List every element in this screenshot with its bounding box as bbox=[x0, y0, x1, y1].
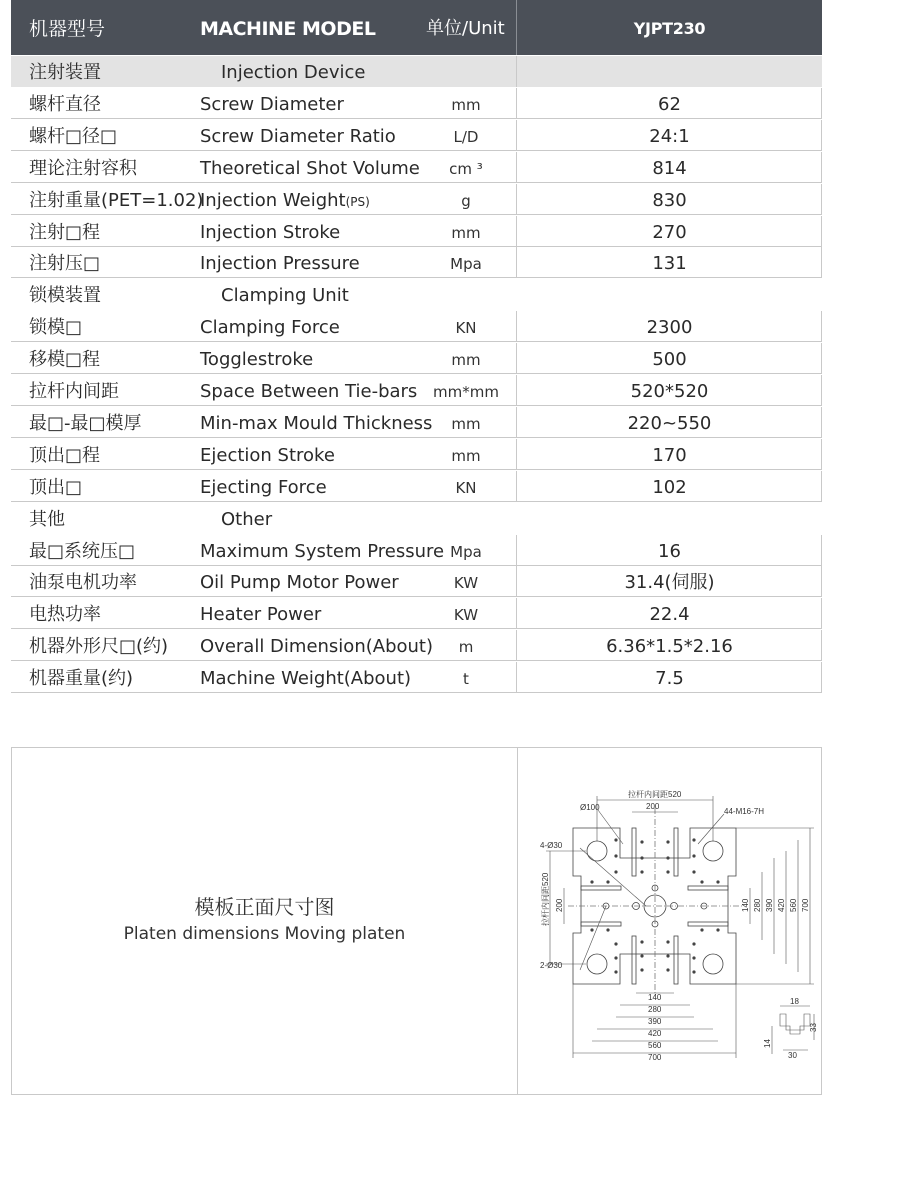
t-slot-1 bbox=[632, 828, 636, 876]
param-cn: 机器重量(约) bbox=[29, 668, 134, 690]
param-en-suffix: (PS) bbox=[345, 194, 370, 209]
param-unit: g bbox=[461, 191, 471, 210]
param-unit: cm ³ bbox=[449, 159, 483, 178]
param-cn: 理论注射容积 bbox=[29, 157, 137, 179]
table-row bbox=[11, 184, 822, 215]
param-value: 22.4 bbox=[649, 604, 690, 626]
platen-panel bbox=[11, 747, 822, 1095]
panel-divider bbox=[517, 748, 518, 1094]
table-row bbox=[11, 343, 822, 374]
param-value: 16 bbox=[658, 540, 681, 562]
dim-left-200: 200 bbox=[555, 898, 564, 912]
param-unit: m bbox=[458, 638, 474, 657]
t-slot-5 bbox=[581, 886, 621, 890]
platen-caption-cn: 模板正面尺寸图 bbox=[194, 895, 335, 919]
param-unit: Mpa bbox=[450, 255, 482, 274]
param-value: 170 bbox=[652, 444, 687, 466]
param-cn: 注射□程 bbox=[29, 221, 101, 243]
param-unit: mm bbox=[451, 414, 481, 433]
param-value: 500 bbox=[652, 349, 687, 371]
param-en: Injection Weight(PS) bbox=[200, 189, 370, 211]
svg-text:700: 700 bbox=[648, 1053, 662, 1062]
svg-text:30: 30 bbox=[788, 1051, 797, 1060]
tie-bar-hole-br bbox=[703, 954, 723, 974]
param-value: 814 bbox=[652, 157, 687, 179]
svg-text:560: 560 bbox=[789, 898, 798, 912]
header-model: YJPT230 bbox=[633, 19, 706, 38]
param-en: Heater Power bbox=[200, 604, 322, 626]
param-en: Oil Pump Motor Power bbox=[200, 572, 399, 594]
param-unit: Mpa bbox=[450, 542, 482, 561]
param-unit: KW bbox=[453, 574, 479, 593]
header-unit-label: 单位/Unit bbox=[426, 18, 505, 39]
param-cn: 最□系统压□ bbox=[29, 540, 136, 562]
param-value: 6.36*1.5*2.16 bbox=[606, 636, 733, 658]
svg-text:14: 14 bbox=[763, 1039, 772, 1048]
param-cn: 注射压□ bbox=[29, 253, 101, 275]
tie-bar-hole-tl bbox=[587, 841, 607, 861]
param-unit: mm bbox=[451, 446, 481, 465]
section-title-cn: 锁模装置 bbox=[29, 285, 101, 307]
section-row bbox=[11, 56, 822, 87]
svg-text:420: 420 bbox=[648, 1029, 662, 1038]
t-slot-2 bbox=[674, 828, 678, 876]
table-row bbox=[11, 88, 822, 119]
table-header bbox=[11, 0, 822, 55]
table-row bbox=[11, 247, 822, 278]
param-cn: 螺杆直径 bbox=[29, 93, 101, 115]
param-cn: 油泵电机功率 bbox=[29, 572, 137, 594]
param-cn: 机器外形尺□(约) bbox=[29, 636, 169, 658]
tie-bar-hole-tr bbox=[703, 841, 723, 861]
param-en: Theoretical Shot Volume bbox=[200, 157, 420, 179]
param-unit: KN bbox=[455, 319, 477, 338]
param-value: 131 bbox=[652, 253, 687, 275]
t-slot-4 bbox=[674, 936, 678, 984]
svg-text:280: 280 bbox=[753, 898, 762, 912]
param-value: 520*520 bbox=[630, 381, 709, 402]
param-cn: 注射重量(PET=1.02) bbox=[29, 189, 204, 211]
param-en: Injection Stroke bbox=[200, 221, 341, 243]
table-row bbox=[11, 216, 822, 247]
table-row bbox=[11, 439, 822, 470]
table-row bbox=[11, 630, 822, 661]
param-en: Screw Diameter Ratio bbox=[200, 125, 396, 147]
section-row bbox=[11, 503, 822, 534]
section-title-en: Other bbox=[221, 508, 273, 530]
dim-tie-bar-v: 拉杆内间距520 bbox=[541, 872, 550, 926]
param-cn: 拉杆内间距 bbox=[29, 381, 119, 402]
table-row bbox=[11, 662, 822, 693]
table-row bbox=[11, 311, 822, 342]
platen-caption-en: Platen dimensions Moving platen bbox=[123, 924, 406, 944]
param-cn: 螺杆□径□ bbox=[29, 125, 118, 147]
param-unit: KN bbox=[455, 478, 477, 497]
dim-top-200: 200 bbox=[646, 802, 660, 811]
param-value: 24:1 bbox=[649, 125, 690, 147]
t-slot-7 bbox=[581, 922, 621, 926]
table-row bbox=[11, 120, 822, 151]
section-title-cn: 其他 bbox=[29, 508, 65, 530]
dim-thread: 44-M16-7H bbox=[724, 807, 765, 816]
param-unit: KW bbox=[453, 606, 479, 625]
param-unit: mm bbox=[451, 351, 481, 370]
section-row bbox=[11, 279, 822, 310]
table-row bbox=[11, 535, 822, 566]
svg-text:700: 700 bbox=[801, 898, 810, 912]
param-value: 830 bbox=[652, 189, 687, 211]
svg-text:140: 140 bbox=[741, 898, 750, 912]
param-en: Clamping Force bbox=[200, 317, 340, 339]
platen-drawing bbox=[528, 748, 822, 1094]
dim-hole4: 4-Ø30 bbox=[540, 841, 563, 850]
svg-text:390: 390 bbox=[765, 898, 774, 912]
param-en: Maximum System Pressure bbox=[200, 540, 445, 562]
param-cn: 锁模□ bbox=[29, 317, 83, 339]
table-row bbox=[11, 598, 822, 629]
param-cn: 电热功率 bbox=[29, 604, 101, 626]
svg-text:140: 140 bbox=[648, 993, 662, 1002]
table-row bbox=[11, 407, 822, 438]
param-unit: L/D bbox=[453, 127, 479, 146]
param-value: 62 bbox=[658, 93, 681, 115]
header-en-label: MACHINE MODEL bbox=[200, 18, 376, 40]
t-slot-6 bbox=[688, 886, 728, 890]
dim-tie-bar-h: 拉杆内间距520 bbox=[628, 790, 682, 799]
dim-hole2: 2-Ø30 bbox=[540, 961, 563, 970]
svg-text:280: 280 bbox=[648, 1005, 662, 1014]
param-value: 102 bbox=[652, 476, 687, 498]
param-value: 220~550 bbox=[627, 412, 712, 434]
param-value: 270 bbox=[652, 221, 687, 243]
param-value: 2300 bbox=[646, 317, 693, 339]
param-unit: mm bbox=[451, 95, 481, 114]
section-title-en: Clamping Unit bbox=[221, 285, 349, 307]
param-en: Screw Diameter bbox=[200, 93, 344, 115]
param-en: Space Between Tie-bars bbox=[200, 381, 418, 402]
param-value: 7.5 bbox=[655, 668, 684, 690]
dim-d100: Ø100 bbox=[580, 803, 600, 812]
section-title-en: Injection Device bbox=[221, 62, 366, 83]
t-slot-8 bbox=[688, 922, 728, 926]
tie-bar-hole-bl bbox=[587, 954, 607, 974]
param-en: Ejection Stroke bbox=[200, 444, 335, 466]
svg-text:560: 560 bbox=[648, 1041, 662, 1050]
param-en: Ejecting Force bbox=[200, 476, 327, 498]
param-value: 31.4(伺服) bbox=[624, 572, 715, 594]
param-en: Injection Pressure bbox=[200, 253, 360, 275]
t-slot-3 bbox=[632, 936, 636, 984]
header-cn-label: 机器型号 bbox=[29, 18, 106, 40]
svg-text:33: 33 bbox=[809, 1023, 818, 1032]
svg-text:18: 18 bbox=[790, 997, 799, 1006]
param-en: Machine Weight(About) bbox=[200, 668, 412, 690]
param-cn: 最□-最□模厚 bbox=[29, 412, 142, 434]
table-row bbox=[11, 375, 822, 406]
param-unit: mm bbox=[451, 223, 481, 242]
table-row bbox=[11, 471, 822, 502]
param-en: Togglestroke bbox=[200, 349, 314, 371]
param-unit: mm*mm bbox=[433, 383, 499, 401]
param-cn: 移模□程 bbox=[29, 349, 101, 371]
table-row bbox=[11, 152, 822, 183]
param-en: Min-max Mould Thickness bbox=[200, 412, 433, 434]
table-row bbox=[11, 566, 822, 597]
svg-text:420: 420 bbox=[777, 898, 786, 912]
param-cn: 顶出□程 bbox=[29, 444, 101, 466]
param-en: Overall Dimension(About) bbox=[200, 636, 433, 658]
section-title-cn: 注射装置 bbox=[29, 62, 101, 83]
svg-text:390: 390 bbox=[648, 1017, 662, 1026]
param-unit: t bbox=[463, 670, 469, 689]
param-cn: 顶出□ bbox=[29, 476, 83, 498]
